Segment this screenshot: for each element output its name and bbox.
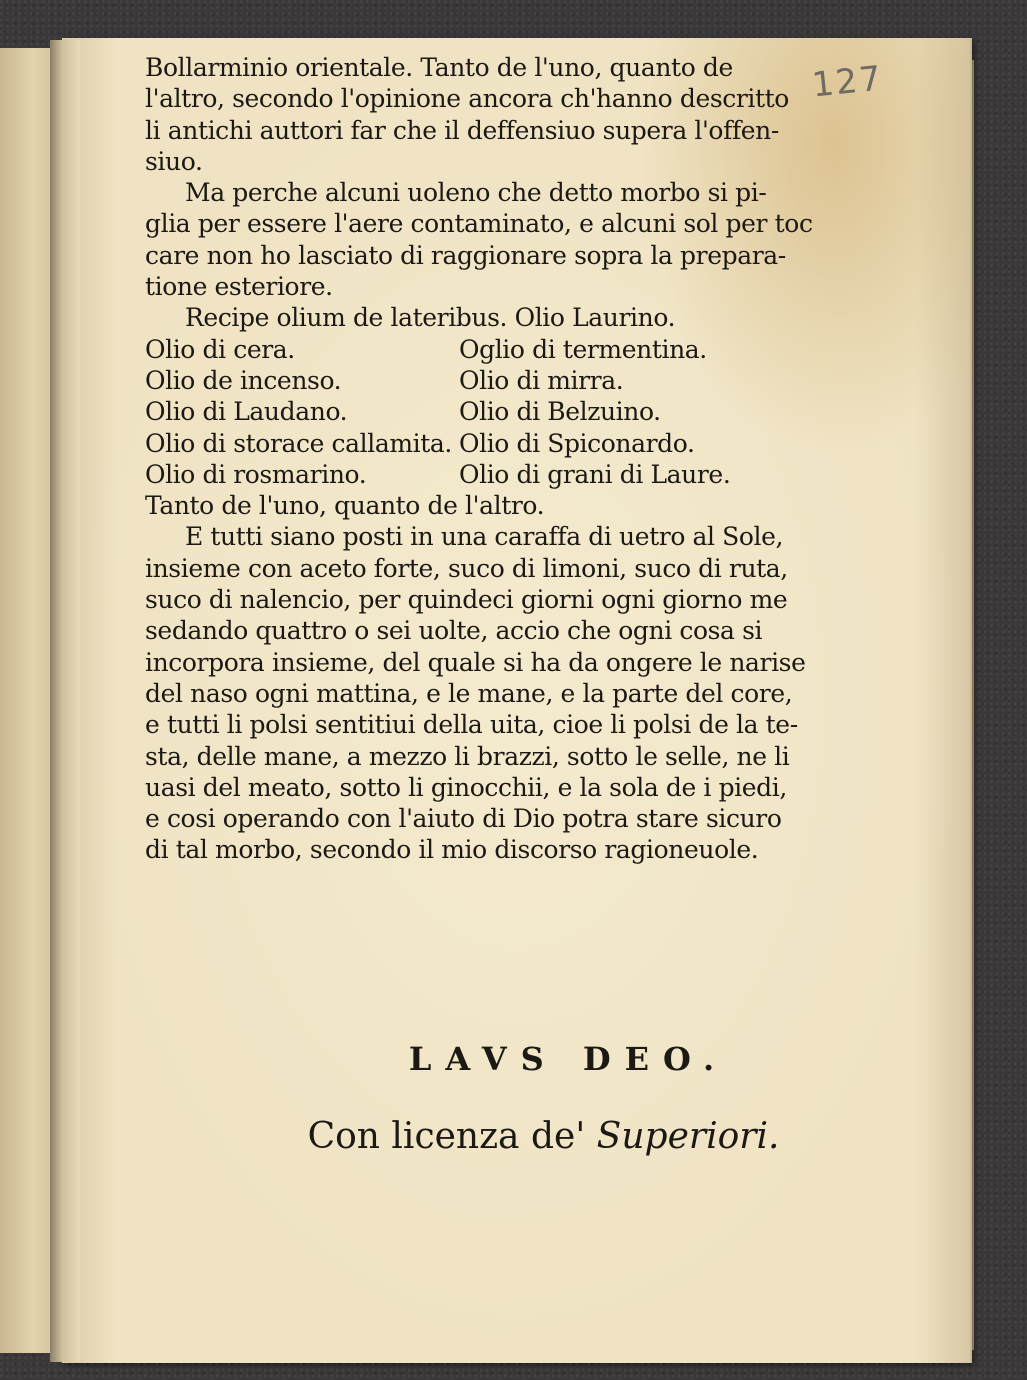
recipe-list <box>145 334 730 490</box>
text-line: e tutti li polsi sentitiui della uita, cioe li polsi de la te- <box>145 710 798 740</box>
recipe-row <box>145 334 730 365</box>
recipe-item: Olio di Laudano. <box>145 397 348 427</box>
recipe-item: Olio di cera. <box>145 334 295 364</box>
text-line: e cosi operando con l'aiuto di Dio potra stare sicuro <box>145 804 782 834</box>
body-text <box>145 52 825 866</box>
text-line: siuo. <box>145 146 203 176</box>
recipe-item: Olio de incenso. <box>145 365 342 395</box>
pencil-folio-number: 127 <box>810 58 885 106</box>
recipe-item: Olio di grani di Laure. <box>459 459 731 489</box>
laus-deo-heading: LAVS DEO. <box>408 1040 729 1078</box>
text-line: li antichi auttori far che il deffensiuo supera l'offen- <box>145 115 779 145</box>
recipe-item: Olio di rosmarino. <box>145 459 367 489</box>
recipe-row <box>145 396 730 427</box>
text-line: del naso ogni mattina, e le mane, e la parte del core, <box>145 678 793 708</box>
text-line: insieme con aceto forte, suco di limoni, suco di ruta, <box>145 553 788 583</box>
text-line: suco di nalencio, per quindeci giorni ogni giorno me <box>145 585 788 615</box>
text-line: Bollarminio orientale. Tanto de l'uno, quanto de <box>145 53 733 82</box>
recipe-row <box>145 365 730 396</box>
recipe-item: Olio di Belzuino. <box>459 397 661 427</box>
recipe-close: Tanto de l'uno, quanto de l'altro. <box>145 491 545 521</box>
text-line: sedando quattro o sei uolte, accio che ogni cosa si <box>145 616 763 646</box>
text-line: incorpora insieme, del quale si ha da ongere le narise <box>145 647 806 677</box>
recipe-item: Olio di Spiconardo. <box>459 428 695 458</box>
text-line: glia per essere l'aere contaminato, e alcuni sol per toc <box>145 209 813 239</box>
text-line: sta, delle mane, a mezzo li brazzi, sotto le selle, ne li <box>145 741 790 771</box>
recipe-intro: Recipe olium de lateribus. Olio Laurino. <box>185 303 676 333</box>
recipe-row <box>145 459 730 490</box>
text-line: tione esteriore. <box>145 272 333 302</box>
facing-page-edge <box>0 48 55 1353</box>
recipe-item: Olio di mirra. <box>459 365 624 395</box>
page-gutter <box>50 40 80 1362</box>
imprimatur-superiori: Superiori. <box>596 1116 780 1157</box>
recipe-row <box>145 428 730 459</box>
imprimatur-line <box>0 1116 1027 1157</box>
text-line: Ma perche alcuni uoleno che detto morbo si pi- <box>185 178 767 208</box>
text-line: di tal morbo, secondo il mio discorso ragioneuole. <box>145 835 759 865</box>
recipe-item: Oglio di termentina. <box>459 334 707 364</box>
recipe-item: Olio di storace callamita. <box>145 428 452 458</box>
text-line: care non ho lasciato di raggionare sopra la prepara- <box>145 240 786 270</box>
text-line: l'altro, secondo l'opinione ancora ch'hanno descritto <box>145 84 789 114</box>
imprimatur-prefix: Con licenza de' <box>307 1116 586 1157</box>
text-line: E tutti siano posti in una caraffa di uetro al Sole, <box>185 522 784 552</box>
text-line: uasi del meato, sotto li ginocchii, e la sola de i piedi, <box>145 772 787 802</box>
